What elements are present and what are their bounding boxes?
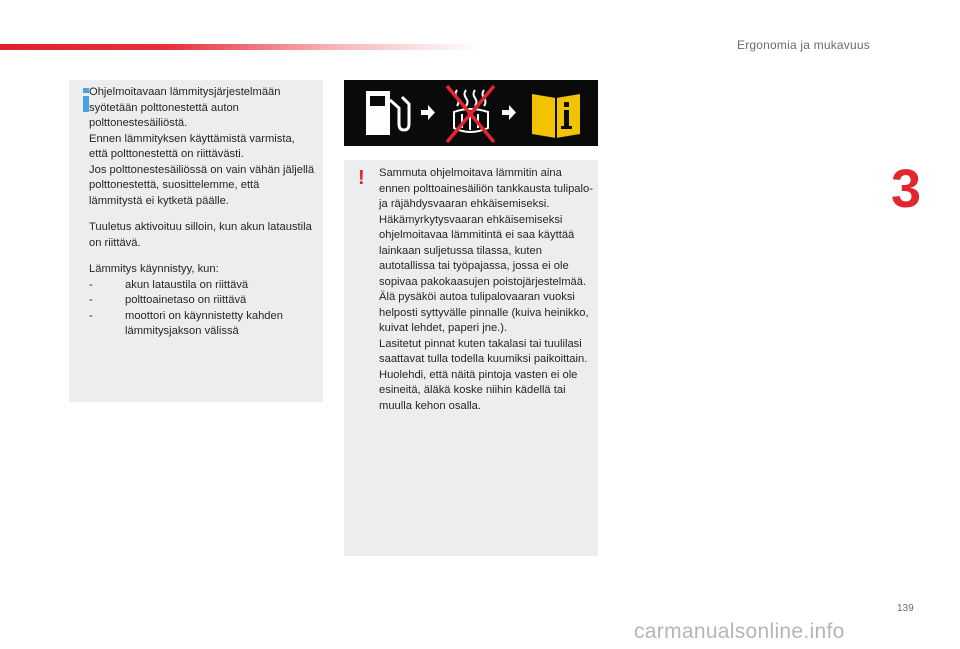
section-title: Ergonomia ja mukavuus — [737, 38, 870, 52]
info-paragraph: Jos polttonestesäiliössä on vain vähän jäljellä polttonestettä, suosittelemme, että lämmitystä ei kytketä päälle. — [89, 163, 315, 207]
header-accent-bar — [0, 44, 480, 50]
list-item: - polttoainetaso on riittävä — [89, 294, 247, 306]
warning-exclamation-icon: ! — [358, 167, 365, 189]
page-number: 139 — [897, 603, 914, 614]
fuel-pump-icon — [366, 91, 409, 135]
arrow-right-icon — [421, 105, 435, 120]
heater-crossed-icon — [447, 86, 494, 142]
warning-text — [379, 166, 595, 414]
warning-paragraph: Huolehdi, että näitä pintoja vasten ei ole esineitä, äläkä koske niihin kädellä tai muulla kehon osalla. — [379, 368, 578, 412]
info-paragraph: Ohjelmoitavaan lämmitysjärjestelmään syötetään polttonestettä auton polttonestesäiliöstä. — [89, 86, 281, 129]
chapter-number: 3 — [891, 159, 922, 219]
list-intro: Lämmitys käynnistyy, kun: — [89, 263, 219, 275]
info-text — [89, 85, 315, 340]
arrow-right-icon — [502, 105, 516, 120]
pictogram-strip — [344, 80, 598, 146]
warning-paragraph: Älä pysäköi autoa tulipalovaaran vuoksi helposti syttyvälle pinnalle (kuiva heinikko, kuivat lehdet, paperi jne.). — [379, 291, 589, 334]
warning-paragraph: Häkämyrkytysvaaran ehkäisemiseksi ohjelmoitavaa lämmitintä ei saa käyttää lainkaan suljetussa tilassa, kuten autotallissa tai työpajassa, jossa ei ole sopivaa pakokaasujen poistojärjestelmää. — [379, 213, 587, 288]
warning-paragraph: Sammuta ohjelmoitava lämmitin aina ennen polttoainesäiliön tankkausta tulipalo- ja räjähdysvaaran ehkäisemiseksi. — [379, 167, 593, 210]
watermark: carmanualsonline.info — [634, 620, 845, 643]
warning-box — [344, 160, 598, 556]
info-paragraph: Ennen lämmityksen käyttämistä varmista, että polttonestettä on riittävästi. — [89, 132, 295, 160]
list-item: - moottori on käynnistetty kahden lämmitysjakson välissä — [89, 309, 283, 337]
list-item: - akun lataustila on riittävä — [89, 278, 249, 291]
info-box — [69, 80, 323, 402]
warning-paragraph: Lasitetut pinnat kuten takalasi tai tuulilasi saattavat tulla todella kuumiksi paikoittain. — [379, 337, 588, 365]
condition-list — [89, 278, 315, 340]
manual-info-icon — [532, 94, 580, 138]
info-paragraph: Tuuletus aktivoituu silloin, kun akun lataustila on riittävä. — [89, 221, 312, 249]
